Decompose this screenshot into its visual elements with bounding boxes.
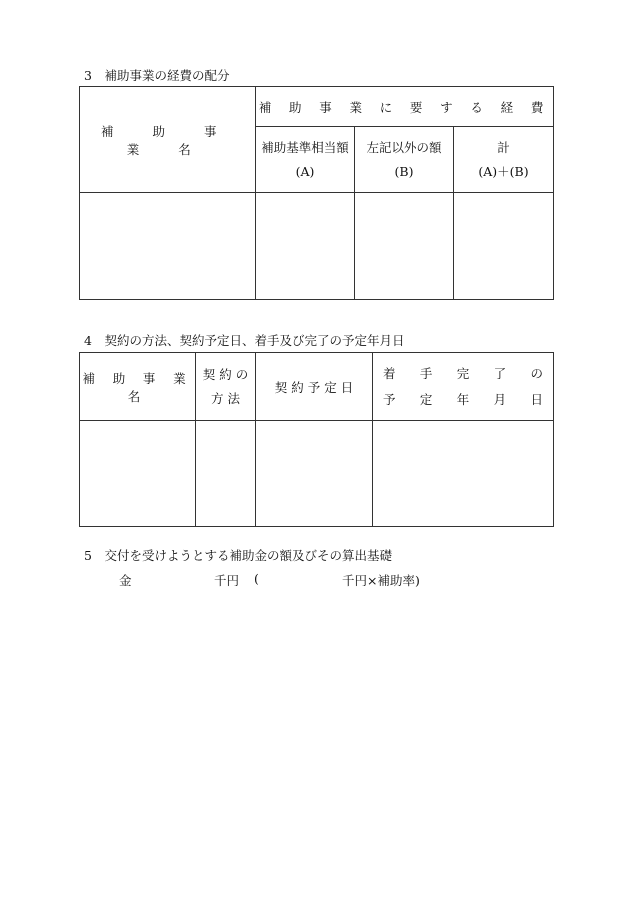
- cell-total[interactable]: [454, 193, 554, 300]
- cell-project-name[interactable]: [80, 193, 256, 300]
- amount-prefix: 金: [119, 573, 132, 588]
- basis-suffix: 千円×補助率): [342, 573, 420, 588]
- cell-contract-method[interactable]: [196, 421, 256, 527]
- section5-heading: 5 交付を受けようとする補助金の額及びその算出基礎: [84, 548, 392, 563]
- cell-start-completion-date[interactable]: [373, 421, 554, 527]
- section3-heading: 3 補助事業の経費の配分: [84, 68, 230, 83]
- col-header-project-name: 補 助 事 業 名: [80, 353, 196, 421]
- cell-contract-date[interactable]: [256, 421, 373, 527]
- section4-heading: 4 契約の方法、契約予定日、着手及び完了の予定年月日: [84, 333, 405, 348]
- col-header-project-name: 補 助 事 業 名: [80, 87, 256, 193]
- col-header-other-amount: 左記以外の額 (B): [355, 127, 454, 193]
- col-header-contract-date: 契 約 予 定 日: [256, 353, 373, 421]
- cell-standard-amount[interactable]: [256, 193, 355, 300]
- cell-other-amount[interactable]: [355, 193, 454, 300]
- amount-unit: 千円: [214, 573, 240, 588]
- basis-paren-open: (: [254, 571, 259, 586]
- col-header-contract-method: 契 約 の 方 法: [196, 353, 256, 421]
- col-header-start-completion-date: 着 手 完 了 の 予 定 年 月 日: [373, 353, 554, 421]
- cell-project-name[interactable]: [80, 421, 196, 527]
- col-header-standard-amount: 補助基準相当額 (A): [256, 127, 355, 193]
- col-header-total: 計 (A)＋(B): [454, 127, 554, 193]
- expense-allocation-table: [79, 86, 554, 300]
- col-group-header-expenses: 補 助 事 業 に 要 す る 経 費: [256, 87, 554, 127]
- contract-schedule-table: [79, 352, 554, 527]
